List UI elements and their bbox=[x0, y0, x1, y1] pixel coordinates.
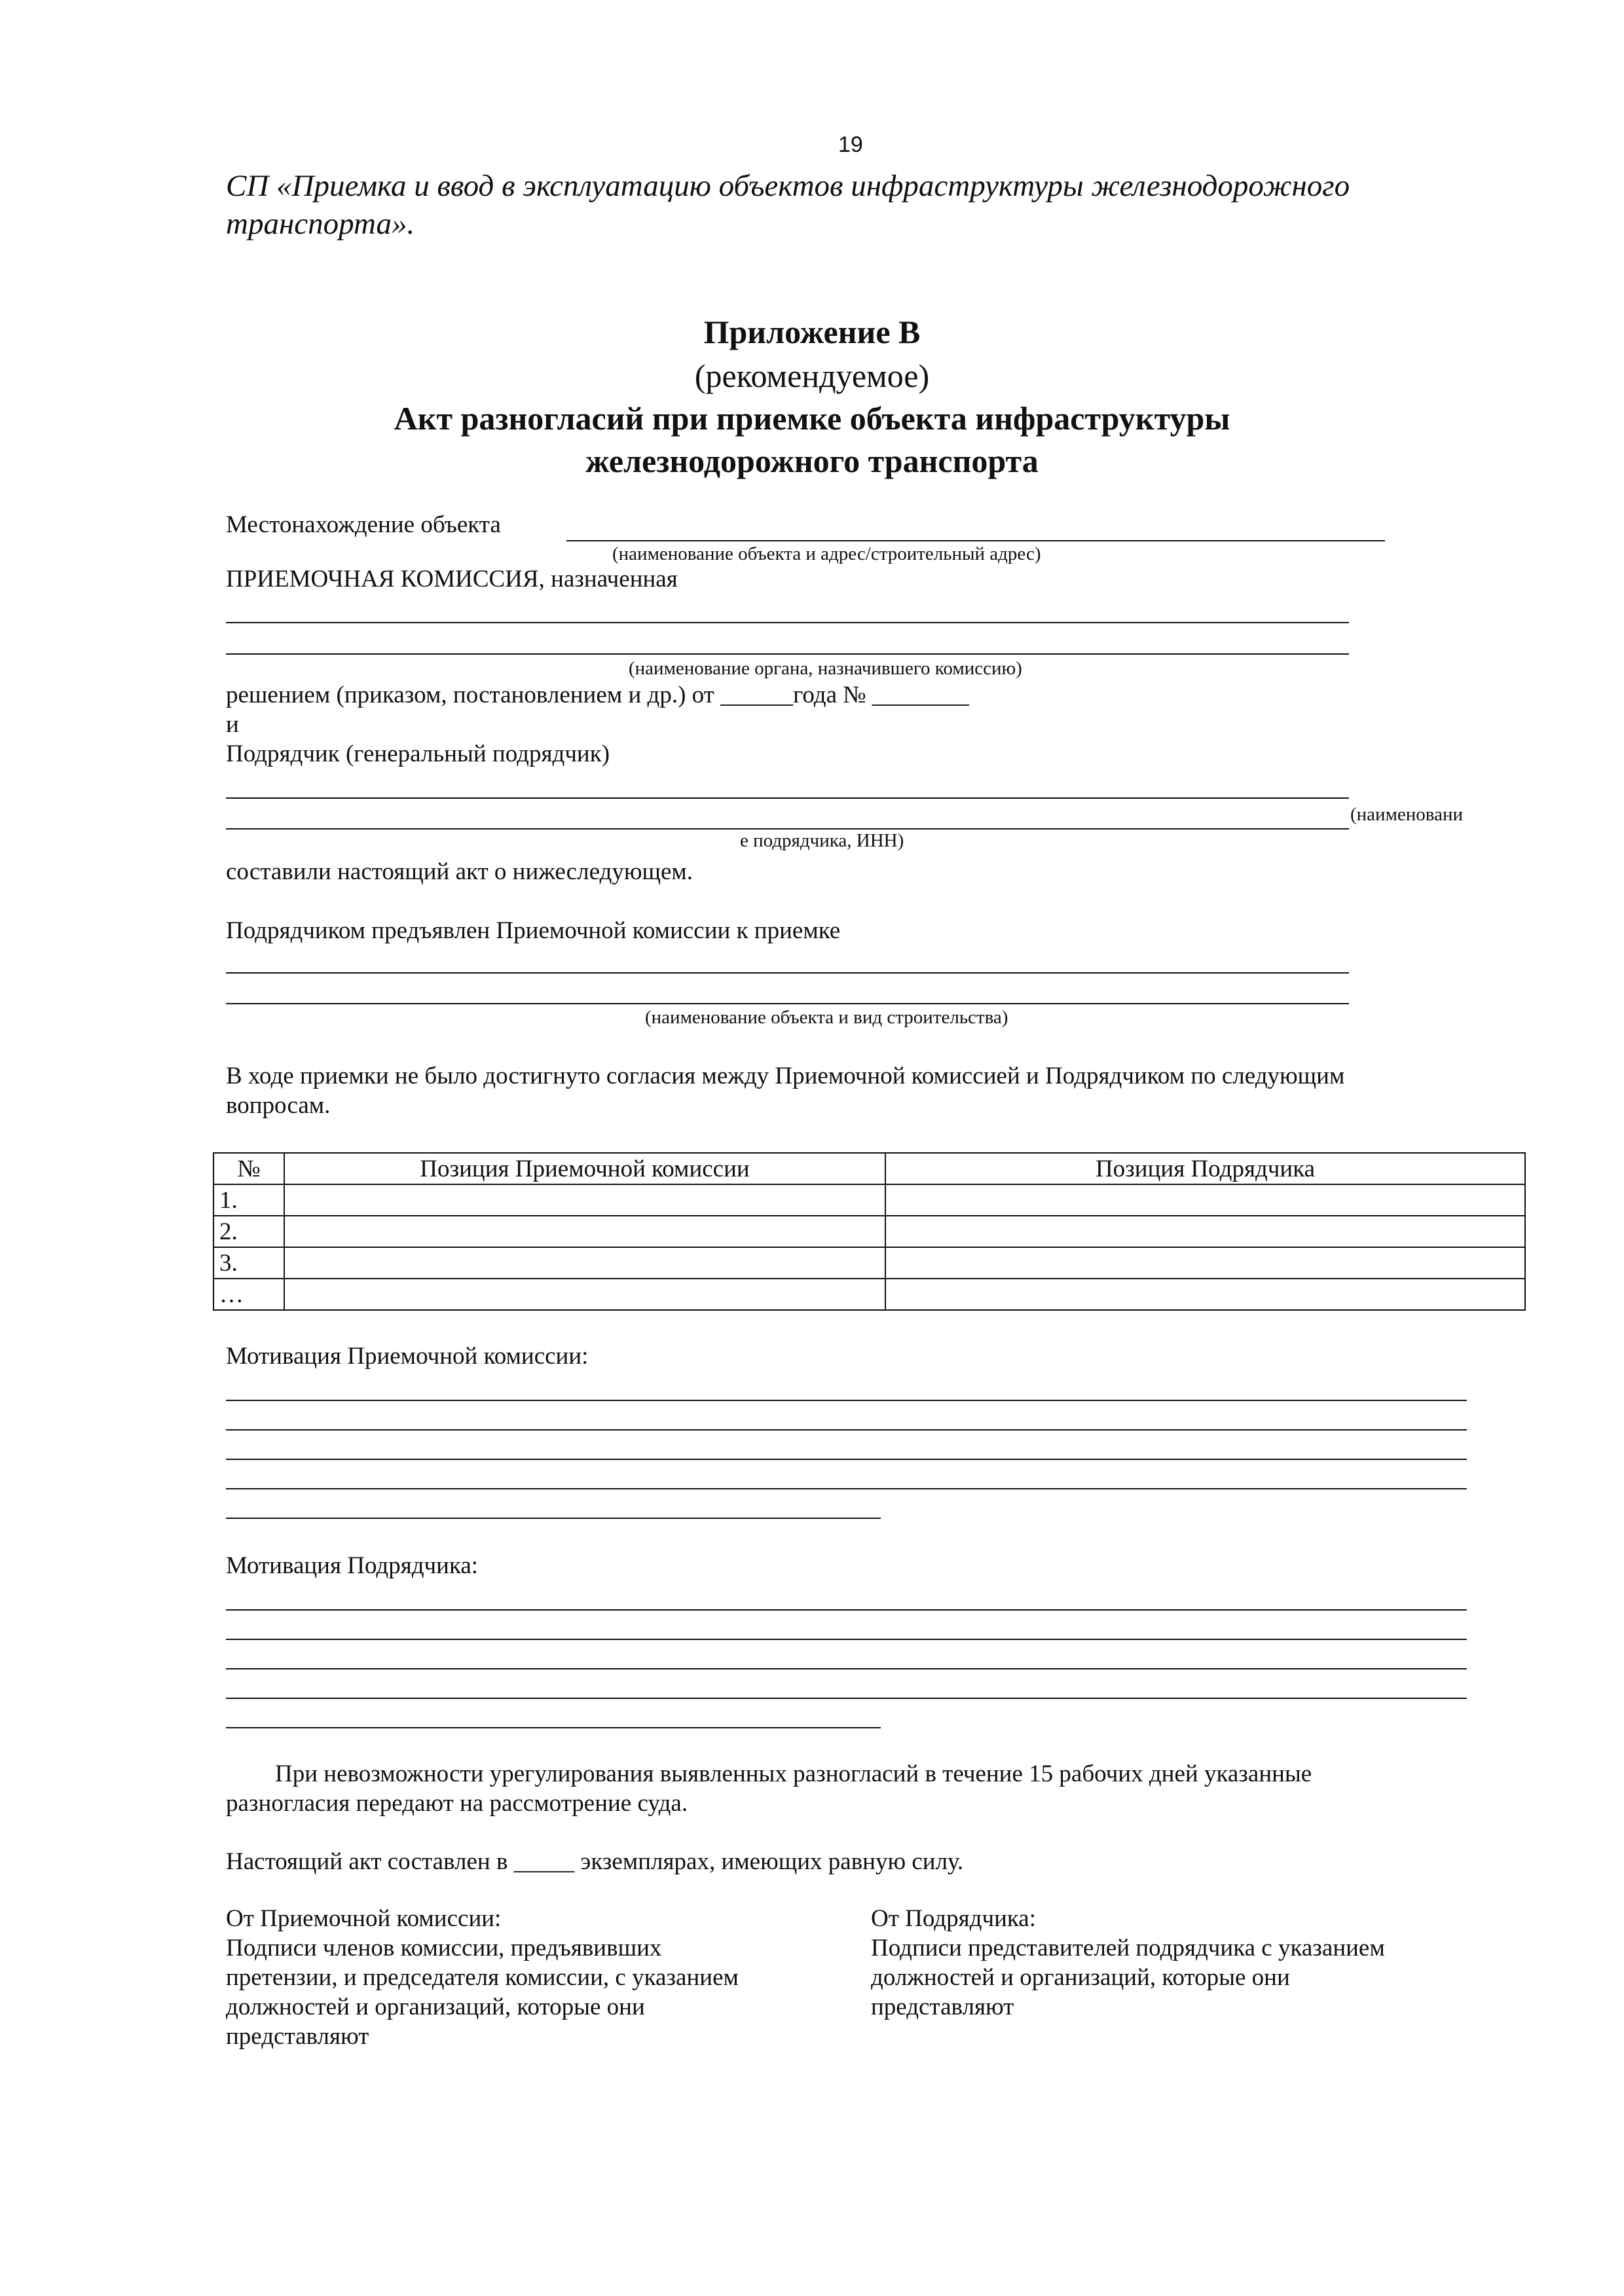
page-number: 19 bbox=[838, 132, 863, 157]
contractor-signature-line: должностей и организаций, которые они bbox=[871, 1964, 1290, 1991]
location-label: Местонахождение объекта bbox=[226, 511, 501, 538]
contractor-position-cell[interactable] bbox=[885, 1247, 1525, 1279]
commission-signature-line: должностей и организаций, которые они bbox=[226, 1994, 645, 2020]
court-line2: разногласия передают на рассмотрение суда. bbox=[226, 1790, 688, 1817]
disagreement-line1: В ходе приемки не было достигнуто согласия между Приемочной комиссией и Подрядчиком по следующим bbox=[226, 1063, 1345, 1089]
table-row bbox=[213, 1247, 1525, 1279]
running-title: СП «Приемка и ввод в эксплуатацию объектов инфраструктуры железнодорожного транспорта». bbox=[226, 169, 1350, 241]
commission-motivation-line-4 bbox=[226, 1488, 1467, 1489]
and-text: и bbox=[226, 711, 239, 738]
contractor-label: Подрядчик (генеральный подрядчик) bbox=[226, 740, 610, 767]
appendix-subtitle: (рекомендуемое) bbox=[694, 357, 930, 394]
commission-motivation-label: Мотивация Приемочной комиссии: bbox=[226, 1343, 589, 1370]
contractor-motivation-line-2 bbox=[226, 1639, 1467, 1640]
contractor-motivation-line-5 bbox=[226, 1727, 881, 1728]
table-row bbox=[213, 1184, 1525, 1216]
header-number: № bbox=[213, 1153, 284, 1184]
contractor-motivation-label: Мотивация Подрядчика: bbox=[226, 1552, 479, 1579]
commission-signature-title: От Приемочной комиссии: bbox=[226, 1905, 502, 1932]
contractor-motivation-line-4 bbox=[226, 1698, 1467, 1699]
row-number: 2. bbox=[213, 1216, 284, 1247]
contractor-hint-part2: е подрядчика, ИНН) bbox=[740, 830, 904, 851]
copies-text: Настоящий акт составлен в _____ экземплярах, имеющих равную силу. bbox=[226, 1848, 964, 1875]
commission-fill-line-2 bbox=[226, 653, 1349, 655]
commission-signature-line: Подписи членов комиссии, предъявивших bbox=[226, 1935, 662, 1961]
commission-hint: (наименование органа, назначившего комиссию) bbox=[629, 658, 1022, 679]
act-heading-line2: железнодорожного транспорта bbox=[585, 443, 1039, 479]
commission-signature-block bbox=[226, 1904, 739, 2051]
compiled-text: составили настоящий акт о нижеследующем. bbox=[226, 858, 693, 885]
header-contractor-position: Позиция Подрядчика bbox=[885, 1153, 1525, 1184]
location-hint: (наименование объекта и адрес/строительный адрес) bbox=[612, 543, 1041, 564]
contractor-signature-line: Подписи представителей подрядчика с указанием bbox=[871, 1935, 1385, 1961]
contractor-signature-title: От Подрядчика: bbox=[871, 1905, 1036, 1932]
commission-label: ПРИЕМОЧНАЯ КОМИССИЯ, назначенная bbox=[226, 566, 678, 592]
contractor-fill-line-1 bbox=[226, 797, 1349, 799]
commission-motivation-line-3 bbox=[226, 1459, 1467, 1460]
table-row bbox=[213, 1279, 1525, 1310]
commission-position-cell[interactable] bbox=[284, 1216, 885, 1247]
object-fill-line-2 bbox=[226, 1003, 1349, 1004]
commission-fill-line-1 bbox=[226, 622, 1349, 623]
commission-signature-line: претензии, и председателя комиссии, с указанием bbox=[226, 1964, 739, 1991]
appendix-title: Приложение В bbox=[703, 314, 921, 350]
commission-position-cell[interactable] bbox=[284, 1184, 885, 1216]
row-number: … bbox=[213, 1279, 284, 1310]
contractor-motivation-line-1 bbox=[226, 1609, 1467, 1611]
disagreement-table bbox=[213, 1152, 1526, 1311]
presented-text: Подрядчиком предъявлен Приемочной комиссии к приемке bbox=[226, 917, 841, 944]
commission-motivation-line-1 bbox=[226, 1400, 1467, 1401]
row-number: 3. bbox=[213, 1247, 284, 1279]
contractor-fill-line-2 bbox=[226, 828, 1349, 829]
location-fill-line bbox=[566, 540, 1385, 541]
contractor-motivation-line-3 bbox=[226, 1668, 1467, 1669]
commission-signature-line: представляют bbox=[226, 2023, 369, 2050]
commission-motivation-line-5 bbox=[226, 1518, 881, 1519]
table-header-row bbox=[213, 1153, 1525, 1184]
contractor-position-cell[interactable] bbox=[885, 1279, 1525, 1310]
row-number: 1. bbox=[213, 1184, 284, 1216]
act-heading-line1: Акт разногласий при приемке объекта инфраструктуры bbox=[394, 400, 1230, 437]
decision-text: решением (приказом, постановлением и др.) от ______года № ________ bbox=[226, 682, 969, 708]
disagreement-line2: вопросам. bbox=[226, 1092, 331, 1119]
commission-motivation-line-2 bbox=[226, 1429, 1467, 1430]
contractor-signature-block bbox=[871, 1904, 1385, 2022]
contractor-position-cell[interactable] bbox=[885, 1184, 1525, 1216]
court-line1: При невозможности урегулирования выявленных разногласий в течение 15 рабочих дней указанные bbox=[275, 1760, 1312, 1787]
commission-position-cell[interactable] bbox=[284, 1279, 885, 1310]
contractor-position-cell[interactable] bbox=[885, 1216, 1525, 1247]
object-hint: (наименование объекта и вид строительства) bbox=[645, 1007, 1008, 1028]
header-commission-position: Позиция Приемочной комиссии bbox=[284, 1153, 885, 1184]
commission-position-cell[interactable] bbox=[284, 1247, 885, 1279]
object-fill-line-1 bbox=[226, 972, 1349, 974]
table-row bbox=[213, 1216, 1525, 1247]
contractor-signature-line: представляют bbox=[871, 1994, 1014, 2020]
contractor-hint-part1: (наименовани bbox=[1350, 804, 1464, 825]
